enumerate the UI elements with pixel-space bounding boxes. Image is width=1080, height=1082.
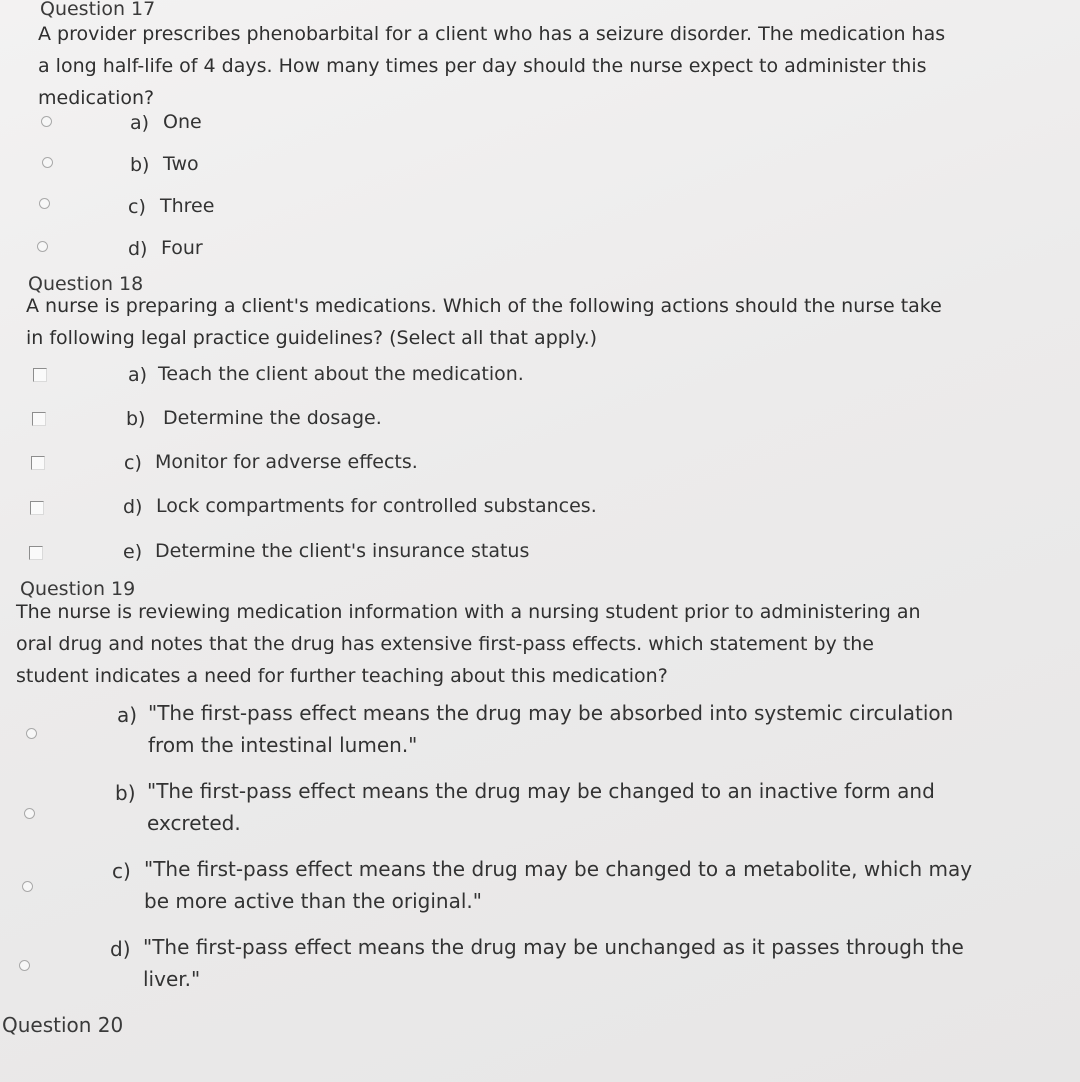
option-letter: b) bbox=[115, 781, 136, 805]
checkbox[interactable] bbox=[29, 546, 43, 560]
question-heading: Question 20 bbox=[2, 1013, 124, 1037]
option-label bbox=[143, 931, 964, 995]
checkbox[interactable] bbox=[30, 501, 44, 515]
question-text bbox=[16, 596, 921, 692]
option-label-line: Determine the dosage. bbox=[163, 407, 382, 429]
option-label-line: "The first-pass effect means the drug may be changed to a metabolite, which may bbox=[144, 857, 973, 881]
question-text-line: The nurse is reviewing medication information with a nursing student prior to administering an bbox=[16, 601, 921, 623]
option-label-line: Four bbox=[161, 237, 203, 259]
option-label-line: Lock compartments for controlled substances. bbox=[156, 495, 597, 517]
option-label-line: Three bbox=[160, 195, 215, 217]
option-label-line: Teach the client about the medication. bbox=[158, 363, 524, 385]
radio-button[interactable] bbox=[37, 241, 48, 252]
checkbox[interactable] bbox=[32, 412, 46, 426]
option-label bbox=[144, 853, 972, 917]
option-letter: c) bbox=[124, 452, 142, 474]
question-text-line: a long half-life of 4 days. How many times per day should the nurse expect to administer this bbox=[38, 55, 927, 77]
radio-button[interactable] bbox=[22, 881, 33, 892]
option-label-line: from the intestinal lumen." bbox=[148, 733, 418, 757]
option-label bbox=[148, 697, 953, 761]
option-label-line: liver." bbox=[143, 967, 201, 991]
question-text-line: A nurse is preparing a client's medications. Which of the following actions should the nurse take bbox=[26, 295, 942, 317]
radio-button[interactable] bbox=[24, 808, 35, 819]
option-label bbox=[163, 148, 199, 180]
radio-button[interactable] bbox=[26, 728, 37, 739]
option-letter: c) bbox=[128, 196, 146, 218]
question-heading: Question 17 bbox=[40, 0, 156, 20]
radio-button[interactable] bbox=[41, 116, 52, 127]
option-label bbox=[155, 535, 529, 567]
option-label bbox=[155, 446, 418, 478]
option-label-line: "The first-pass effect means the drug may be changed to an inactive form and bbox=[147, 779, 935, 803]
option-label-line: One bbox=[163, 111, 202, 133]
option-label bbox=[158, 358, 524, 390]
question-heading: Question 18 bbox=[28, 273, 144, 295]
option-letter: d) bbox=[110, 937, 131, 961]
question-text-line: A provider prescribes phenobarbital for a client who has a seizure disorder. The medication has bbox=[38, 23, 946, 45]
option-label bbox=[163, 402, 382, 434]
option-letter: c) bbox=[112, 859, 131, 883]
checkbox[interactable] bbox=[31, 456, 45, 470]
question-text-line: student indicates a need for further teaching about this medication? bbox=[16, 665, 668, 687]
checkbox[interactable] bbox=[33, 368, 47, 382]
question-text-line: medication? bbox=[38, 87, 155, 109]
option-letter: d) bbox=[128, 238, 148, 260]
option-label-line: be more active than the original." bbox=[144, 889, 482, 913]
radio-button[interactable] bbox=[19, 960, 30, 971]
question-text-line: oral drug and notes that the drug has extensive first-pass effects. which statement by the bbox=[16, 633, 874, 655]
option-label bbox=[163, 106, 202, 138]
option-letter: b) bbox=[126, 408, 146, 430]
option-letter: a) bbox=[128, 364, 148, 386]
option-label bbox=[160, 190, 214, 222]
option-label-line: "The first-pass effect means the drug may be absorbed into systemic circulation bbox=[148, 701, 954, 725]
radio-button[interactable] bbox=[39, 198, 50, 209]
question-heading: Question 19 bbox=[20, 578, 136, 600]
option-letter: b) bbox=[130, 154, 150, 176]
option-label bbox=[156, 490, 597, 522]
option-label bbox=[161, 232, 203, 264]
option-label-line: "The first-pass effect means the drug may be unchanged as it passes through the bbox=[143, 935, 964, 959]
option-letter: a) bbox=[130, 112, 150, 134]
option-letter: a) bbox=[117, 703, 138, 727]
option-letter: e) bbox=[123, 541, 143, 563]
question-text bbox=[38, 18, 945, 114]
option-label-line: Monitor for adverse effects. bbox=[155, 451, 418, 473]
option-letter: d) bbox=[123, 496, 143, 518]
radio-button[interactable] bbox=[42, 157, 53, 168]
question-text bbox=[26, 290, 942, 354]
option-label-line: excreted. bbox=[147, 811, 241, 835]
option-label-line: Determine the client's insurance status bbox=[155, 540, 530, 562]
option-label bbox=[147, 775, 935, 839]
question-text-line: in following legal practice guidelines? (Select all that apply.) bbox=[26, 327, 598, 349]
option-label-line: Two bbox=[163, 153, 199, 175]
